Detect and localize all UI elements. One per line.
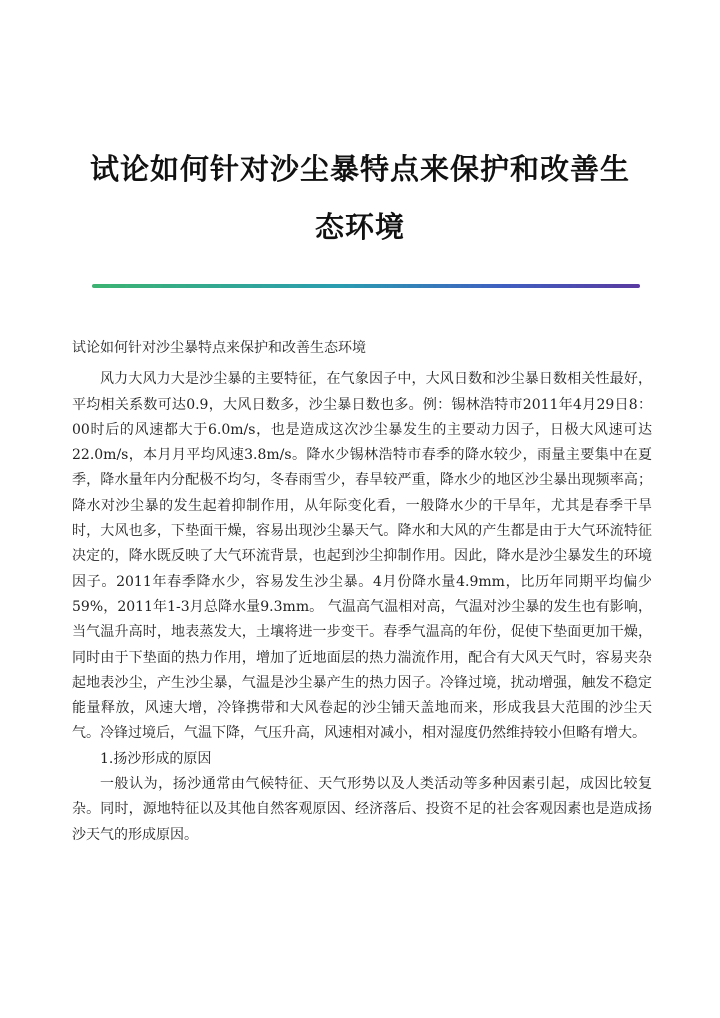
title-divider — [92, 284, 640, 288]
title-block — [80, 140, 640, 256]
body-paragraph: 一般认为，扬沙通常由气候特征、天气形势以及人类活动等多种因素引起，成因比较复杂。同时，源地特征以及其他自然客观原因、经济落后、投资不足的社会客观因素也是造成扬沙天气的形成原因。 — [72, 776, 652, 843]
section-heading: 1.扬沙形成的原因 — [100, 750, 212, 767]
document-body — [72, 336, 652, 848]
body-title-line: 试论如何针对沙尘暴特点来保护和改善生态环境 — [72, 340, 366, 356]
document-title: 试论如何针对沙尘暴特点来保护和改善生态环境 — [89, 152, 630, 244]
body-paragraph: 风力大风力大是沙尘暴的主要特征，在气象因子中，大风日数和沙尘暴日数相关性最好，平均相关系数可达0.9，大风日数多，沙尘暴日数也多。例：锡林浩特市2011年4月29日8：00时后的风速都大于6.0m/s，也是造成这次沙尘暴发生的主要动力因子，日极大风速可达22.0m/s，本月月平均风速3.8m/s。降水少锡林浩特市春季的降水较少，雨量主要集中在夏季，降水量年内分配极不均匀，冬春雨雪少，春旱较严重，降水少的地区沙尘暴出现频率高；降水对沙尘暴的发生起着抑制作用，从年际变化看，一般降水少的干旱年，尤其是春季干旱时，大风也多，下垫面干燥，容易出现沙尘暴天气。降水和大风的产生都是由于大气环流特征决定的，降水既反映了大气环流背景，也起到沙尘抑制作用。因此，降水是沙尘暴发生的环境因子。2011年春季降水少，容易发生沙尘暴。4月份降水量4.9mm，比历年同期平均偏少59%，2011年1-3月总降水量9.3mm。 气温高气温相对高，气温对沙尘暴的发生也有影响，当气温升高时，地表蒸发大，土壤将进一步变干。春季气温高的年份，促使下垫面更加干燥，同时由于下垫面的热力作用，增加了近地面层的热力湍流作用，配合有大风天气时，容易夹杂起地表沙尘，产生沙尘暴，气温是沙尘暴产生的热力因子。冷锋过境，扰动增强，触发不稳定能量释放，风速大增，冷锋携带和大风卷起的沙尘铺天盖地而来，形成我县大范围的沙尘天气。冷锋过境后，气温下降，气压升高，风速相对减小，相对湿度仍然维持较小但略有增大。 — [72, 371, 652, 742]
